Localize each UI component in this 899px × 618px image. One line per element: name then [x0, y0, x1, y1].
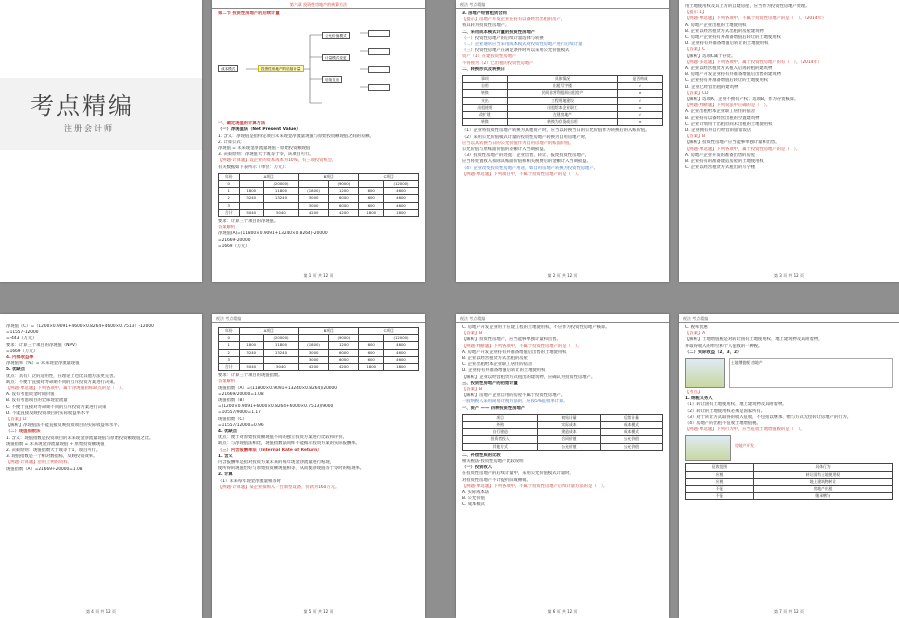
text-line: A. 实际成本法	[462, 490, 490, 496]
text-line: C. 房地产开发企业用于在建工程的土地使用权，不应作为投资性房地产核算。	[462, 325, 610, 330]
text-line: 1. 含义：现值指数是投资项目的未来现金净流量现值与原始投资额现值之比。	[6, 435, 154, 441]
text-line: D. 企业持有并准备增值后转让的土地使用权	[685, 41, 769, 47]
page-header: 税法 考点精编	[456, 314, 669, 323]
text-line: （3）对于转让方式取得的收入征收，不包括以继承、赠与方式无偿转让房地产的行为。	[685, 414, 852, 420]
table-header: 是否构成	[618, 76, 663, 83]
text-line: （2）转让的土地使用权必须是国家所有。	[685, 408, 766, 414]
text-line: A. 房地产企业出租的土地使用权	[685, 22, 747, 28]
text-line: 不得视为（2）已出租的投资性房地产	[462, 60, 534, 66]
table-header: 事项	[463, 76, 508, 83]
mindmap-left-node: 成本模式	[218, 65, 238, 72]
text-line: B. 公允价值	[462, 496, 485, 502]
mindmap-leaf	[368, 30, 390, 37]
text-line: 2. 决策原则：现值指数大于或等于1，项目可行。	[6, 448, 101, 454]
page-footer: 第 5 页 共 12 页	[303, 609, 334, 614]
data-table	[462, 75, 663, 126]
text-line: （4）房地产的出租不征收土地增值税。	[685, 421, 761, 427]
text-line: 现值指数（C）	[218, 416, 247, 422]
text-line: 【解析】选项C属于存货。	[685, 53, 736, 59]
text-line: B. 企业以经营租赁方式出租的房屋	[462, 356, 528, 362]
table-row: 合计 5040 5040 4200 4200 1800 1800	[219, 364, 419, 371]
text-line: 【解析】企业以经营租赁方式租出的建筑物，应确认为投资性房地产。	[462, 374, 596, 380]
page-footer: 第 1 页 共 12 页	[303, 273, 334, 278]
text-line: =11557/12000=0.96	[218, 422, 264, 428]
text-line: （一）投资性房地产的后续计量选择与转换	[462, 35, 544, 41]
illustration-caption: 房地产开发	[735, 443, 754, 449]
text-line: 缺点：与净现值法相比，现值指数法同样不能揭示投资方案的实际报酬率。	[218, 441, 360, 447]
mindmap-right-node-1: 公允价值模式	[322, 32, 350, 39]
text-line: 净现值率（%）= 未来现金净流量现值	[6, 361, 80, 367]
text-line: 现值指数（A）=(11800×0.9091+13240×0.8264)/20000	[218, 385, 337, 391]
page-header: 税法 考点精编	[456, 0, 669, 9]
table-row: 0 (20000) (9000) (12000)	[219, 335, 419, 342]
text-line: B. 企业以经营租赁方式出租的房屋建筑物	[685, 28, 764, 34]
text-line: 三、投资性房地产的初始计量	[462, 380, 518, 386]
text-line: 有关数据如下表所示（单位：万元）：	[218, 164, 289, 170]
table-row: 合计 5040 5040 4200 4200 1800 1800	[219, 209, 419, 216]
table-header: C项目	[359, 328, 419, 335]
table-row: 3 3000 6000 600 4600	[219, 356, 419, 363]
text-line: 公允价值与原账面价值的差额计入当期损益。	[462, 147, 548, 153]
page-footer: 第 3 页 共 12 页	[774, 273, 804, 278]
text-line: D. 企业已经营出租的建筑物	[685, 84, 739, 90]
page-header: 税法 考点精编	[679, 314, 899, 323]
text-line: （4）企业改变投资性房地产用途，如自用房地产转换为投资性房地产。	[462, 165, 598, 171]
text-line: 净现值（C）=（1200×0.9091+4600×0.8264+4600×0.7513）-12000	[6, 324, 154, 329]
table-header: B项目	[298, 173, 359, 180]
text-line: 【解析】土地增值税是对转让国有土地使用权、地上建筑物及其附着物，	[685, 337, 823, 343]
text-line: 净现值(A)=(11800×0.9091+13240×0.8264)-20000	[218, 231, 328, 237]
table-row: 投资者投入 合同价值 公允价值	[463, 436, 663, 443]
page-header: 税法 考点精编	[212, 314, 425, 323]
text-line: （二）实际收益（2，3，2）	[685, 349, 742, 355]
text-line: =(1200×0.9091+6000×0.8264+6000×0.7513)/9000	[218, 404, 334, 410]
cover-title: 考点精编	[30, 92, 134, 120]
text-line: 【答案】C	[685, 47, 706, 53]
text-line: =21669-20000	[218, 237, 251, 243]
text-line: 并取得收入的单位和个人征收的一种税。	[685, 343, 763, 349]
text-line: 要求：计算三个项目的现值指数。	[218, 373, 283, 379]
table-header: A项目	[239, 173, 298, 180]
table-title: 一、资产 —— 四种投资性房地产	[462, 405, 526, 411]
text-line: 资产（1）在建投资性房地产	[462, 54, 517, 60]
text-line: 【提示】房地产开发企业在持有以备经营出租的房产，	[462, 17, 566, 23]
text-line: C. 企业以经营租赁方式租出的写字楼	[685, 165, 756, 171]
text-line: 4. 优缺点	[218, 429, 238, 435]
text-line: 1. 含义：净现值是指特定项目未来现金净流量现值与原始投资额现值之间的差额。	[218, 133, 374, 139]
illustration-image	[685, 358, 725, 388]
text-line: （1）转让国有土地使用权、地上建筑物及其附着物。	[685, 402, 787, 408]
table-row: 0 (20000) (9000) (12000)	[219, 181, 419, 188]
text-line: 现值指数 = 未来现金净流量现值 ÷ 原始投资额现值	[6, 441, 105, 447]
text-line: 【答案】D	[6, 417, 27, 423]
point-subheading: （一）净现值法（Net Present Value）	[218, 127, 301, 133]
cover-subtitle: 注册会计师	[64, 124, 114, 133]
text-line: 【例题·计算题】某企业拟购入一台新型设备，价款为160万元。	[218, 484, 340, 490]
data-table	[685, 463, 893, 500]
page-c	[679, 0, 899, 282]
text-line: C. 不便于直接对寿命期不同的互斥投资方案进行决策	[6, 404, 107, 410]
text-line: 要求：计算三个项目的净现值（NPV）	[6, 342, 80, 348]
text-line: 1. 纳税义务人	[685, 396, 713, 402]
page-g	[679, 314, 899, 618]
text-line: 现值指数（A）=21669÷20000=1.08	[6, 466, 83, 472]
page-footer: 第 2 页 共 12 页	[547, 273, 578, 278]
text-line: （三）投资性房地产在满足条件时可以采用公允价值模式	[462, 48, 570, 54]
table-row: 支出 工程用地建设 √	[463, 97, 663, 104]
text-line: 2. 计算公式：	[218, 139, 245, 145]
text-line: 【解析】净现值法不能直接反映投资项目的实际收益率水平。	[6, 423, 123, 429]
text-line: A. 企业出租给本企业职工居住的宿舍	[685, 109, 756, 115]
text-line: （1）企业将投资性房地产转换为其他资产时，应当以转换当日的公允价值作为转换后的入账价值。	[462, 128, 650, 134]
text-line: 一般纳税人采用简易计税方法的，应按5%征收率计算。	[462, 399, 568, 405]
page-footer: 第 4 页 共 12 页	[86, 609, 116, 614]
text-line: A. 企业以经营租赁方式租入后再转租的建筑物	[685, 66, 773, 72]
text-line: A. 房地产企业开发的准备出售的房屋	[685, 152, 756, 158]
text-line: （二）企业通常应当采用成本模式对投资性房地产进行后续计量	[462, 42, 583, 48]
text-line: B. 房地产开发企业持有并准备增值后出售的建筑物	[685, 72, 781, 78]
text-line: =-443（万元）	[6, 336, 37, 342]
page-f	[456, 314, 669, 618]
text-line: 【答案】CD	[685, 90, 709, 96]
table-row: 应税 转让国有土地使用权	[686, 471, 893, 478]
answer-label: 答案解析	[218, 225, 236, 231]
mindmap-leaf	[368, 66, 390, 73]
text-line: C. 企业持有并准备增值后转让的土地使用权	[685, 78, 769, 84]
text-line: D. 不能直接反映投资项目的实际收益率水平	[6, 410, 90, 416]
text-line: 现值指数（B）	[218, 398, 247, 404]
text-line: 【解析】选项A，企业不拥有产权；选项B，作为存货核算。	[685, 97, 799, 103]
table-row: 2 3240 13240 3000 6000 600 4600	[219, 195, 419, 202]
text-line: 5. 优缺点	[6, 367, 26, 373]
text-line: 用土地使用权及其上方的自建房屋，应当作为投资性房地产处理。	[685, 4, 810, 9]
text-line: 内含报酬率是指对投资方案未来的每年现金净流量进行贴现，	[218, 460, 335, 466]
text-line: 【例题·单选题】下列各项中，属于净现值指标缺点的是（ ）。	[6, 386, 126, 392]
table-row: 外购 实际成本 成本模式	[463, 422, 663, 429]
mindmap-diagram	[218, 23, 419, 115]
table-title: 二、转换形式及转换日	[462, 66, 505, 72]
mindmap-right-node-2: 计量模式变更	[322, 54, 350, 61]
table-header: 项目	[463, 414, 538, 421]
text-line: 应当以其转换当日的公允价值作为自用房地产的账面价值。	[462, 140, 574, 146]
text-line: 【例题·单选题】下列各项中，不属于投资性房地产后续计量方法的是（ ）。	[462, 483, 608, 489]
text-line: A. 房地产开发企业持有并准备增值后出售的土地使用权	[462, 349, 567, 355]
cover-page	[0, 0, 202, 282]
text-line: 【答案】B	[462, 331, 483, 337]
page-header: 第六章 投资性房地产的核算方法	[212, 0, 425, 9]
text-line: 二、采用成本模式计量的投资性房地产	[462, 29, 536, 35]
text-line: 净现值 = 未来现金净流量现值 - 原始投资额现值	[218, 146, 311, 152]
text-line: （2）采用公允价值模式计量的投资性房地产转换为自用房地产时，	[462, 134, 590, 140]
mindmap-right-node-3: 后续支出	[322, 76, 342, 83]
text-line: =11557-12000	[6, 330, 39, 336]
page-d	[0, 314, 202, 618]
text-line: C. 企业计划用于出租但尚未出租的土地使用权	[685, 121, 773, 127]
text-line: 2. 计算	[218, 472, 233, 478]
table-row: 2 3240 13240 3000 6000 600 4600	[219, 349, 419, 356]
mindmap-leaf	[368, 84, 390, 91]
text-line: =1669（万元）	[6, 348, 38, 354]
table-row: 转换 民间非营利组织出租房产 ×	[463, 90, 663, 97]
illustration-caption: 土地增值税 房地产	[729, 358, 893, 388]
text-line: B. 企业持有以备经营出租的空置建筑物	[685, 115, 760, 121]
mindmap-center-node: 投资性房地产的后续计量	[258, 65, 304, 72]
text-line: 优点：便于对原始投资额现值不同的独立投资方案进行比较和评价。	[218, 435, 347, 441]
text-line: 将其转为投资性房地产。	[462, 23, 510, 29]
text-line: 【例题·单选题】下列各项中，属于投资性房地产的是（ ）。	[685, 146, 801, 152]
table-row: 3 3000 6000 600 4600	[219, 202, 419, 209]
text-line: 【例题·单选题】下列项目中，不属于投资性房地产的是（ ）。	[462, 171, 582, 177]
text-line: B. 企业持有的准备建造房屋的土地使用权	[685, 159, 764, 165]
table-row: 转换 转换为存货或自用 ×	[463, 119, 663, 126]
table-header: 年份	[219, 328, 240, 335]
text-line: A. 没有考虑资金时间价值	[6, 392, 55, 398]
text-line: C. 成本模式	[462, 502, 485, 508]
page-b	[456, 0, 669, 282]
text-line: 缺点：不便于直接对寿命期不同的互斥投资方案进行决策。	[6, 379, 118, 385]
text-line: 应当将处置收入扣除其账面价值和相关税费后的金额计入当期损益。	[462, 159, 591, 165]
table-row: 改扩建 在建房地产 √	[463, 112, 663, 119]
table-header: C项目	[359, 173, 419, 180]
text-line: 对投资性房地产不计提折旧或摊销。	[462, 477, 531, 483]
table-header: A项目	[239, 328, 298, 335]
text-line: 【考点】	[685, 390, 703, 396]
data-table	[218, 173, 419, 217]
page-a	[212, 0, 425, 282]
text-line: C. 房地产企业持有并准备增值后转让的土地使用权	[685, 35, 781, 41]
text-line: 【解析】投资性房地产应当能够单独计量和出售。	[685, 140, 780, 146]
text-line: 【例题·计算题】设企业的资本成本为10%，有三项投资机会，	[218, 158, 337, 164]
text-line: 使所得的现值恰好与原始投资额现值相等，从而使净现值等于零时的贴现率。	[218, 466, 365, 472]
text-line: 4. 内部收益率	[6, 355, 34, 361]
text-line: 【答案】B	[685, 134, 706, 140]
illustration-image	[685, 435, 731, 461]
mindmap-leaf	[368, 48, 390, 55]
text-line: 1. 含义	[218, 453, 233, 459]
table-header: B项目	[298, 328, 359, 335]
text-line: 【解析】投资性房地产，应当能够单独计量和出售。	[462, 337, 561, 343]
table-row: 不征 房地产出租	[686, 486, 893, 493]
text-line: 答案解析	[218, 379, 236, 385]
text-line: =1669（万元）	[218, 243, 250, 249]
page-footer: 第 7 页 共 12 页	[774, 609, 804, 614]
text-line: 优点：具有广泛的适用性，在理论上也比其他方法更完善。	[6, 373, 118, 379]
text-line: 【例题·判断题】下列说法中正确的是（ ）。	[685, 103, 771, 109]
text-line: （二）现值指数法	[6, 429, 41, 435]
table-row: 1 1800 11800 (1800) 1200 600 4600	[219, 188, 419, 195]
text-line: 【例题·计算题】沿用上例的资料。	[6, 460, 72, 466]
text-line: 【答案】B	[462, 387, 483, 393]
text-line: C. 企业出租给本企业职工居住的宿舍	[462, 362, 533, 368]
table-row: 自行建造 建造成本 成本模式	[463, 429, 663, 436]
text-line: C. 税率优惠	[685, 325, 708, 330]
table-header: 征收范围	[686, 464, 754, 471]
table-header: 年份	[219, 173, 240, 180]
text-line: 3. 现值指数是一个相对数指标，反映投资效率。	[6, 454, 98, 460]
text-line: 要求：计算三个项目的净现值。	[218, 219, 279, 225]
text-line: 【例题·单选题】下列各项中，不属于投资性房地产的是（ ）。（2014年）	[685, 16, 827, 22]
table-row: 自用 出租写字楼 √	[463, 83, 663, 90]
text-line: 3. 决策原则：净现值大于或等于零，该项目可行。	[218, 152, 314, 158]
table-row: 出租使用 出租给本企业职工 ×	[463, 104, 663, 111]
text-line: B. 没有考虑项目的全部现金流量	[6, 398, 68, 404]
table-header: 初始计量	[538, 414, 600, 421]
text-line: D. 企业拥有并自行经营的旅馆饭店	[685, 128, 752, 134]
text-line: =10557/9000=1.17	[218, 410, 261, 416]
data-table	[462, 414, 663, 451]
table-header: 具体情况	[507, 76, 617, 83]
text-line: 【例题·判断题】下列各项中，不属于投资性房地产的是（ ）。	[462, 343, 582, 349]
text-line: 【例题·多选题】下列各项中，属于投资性房地产的有（ ）。（2014年）	[685, 59, 822, 65]
text-line: 二、补偿性质的比较	[462, 452, 501, 458]
text-line: （一）投资收入	[462, 465, 493, 471]
text-line: （三）内含报酬率法（Internal Rate of Return）	[218, 447, 322, 453]
text-line: 相关税法·投资性房地产比较说明	[462, 459, 524, 465]
table-header: 后续计量	[600, 414, 662, 421]
text-line: 【提示 1】	[685, 10, 707, 16]
text-line: 【答案】A	[685, 331, 706, 337]
page-e	[212, 314, 425, 618]
point-heading: 一、确定现值的计算方法	[218, 121, 266, 127]
text-line: 【例题·单选题】下列行为中，应当征收土地增值税的是（ ）。	[685, 427, 805, 433]
page-footer: 第 6 页 共 12 页	[547, 609, 578, 614]
text-line: 3. 房地产经营租赁合同	[462, 11, 507, 16]
section-title: 第二节 投资性房地产的后续计量	[218, 11, 280, 16]
text-line: 【解析】房地产企业自用的房屋不属于投资性房地产。	[462, 393, 566, 399]
text-line: D. 企业持有并准备增值后转让的土地使用权	[462, 368, 546, 374]
text-line: （3）投资性房地产的处置：企业出售、转让、报废投资性房地产，	[462, 153, 590, 159]
table-header: 具体行为	[754, 464, 893, 471]
table-row: 1 1800 11800 (1800) 1200 600 4600	[219, 342, 419, 349]
data-table	[218, 327, 419, 371]
text-line: =21669/20000=1.08	[218, 391, 264, 397]
table-row: 不征 继承赠与	[686, 493, 893, 500]
text-line: （1）未来每年现金净流量相等时	[218, 478, 281, 484]
text-line: 在投资性房地产的后续计量中，采用公允价值模式计量时，	[462, 471, 574, 477]
table-row: 应税 地上建筑物转让	[686, 478, 893, 485]
table-row: 其他方式 公允价值 公允价值	[463, 443, 663, 450]
